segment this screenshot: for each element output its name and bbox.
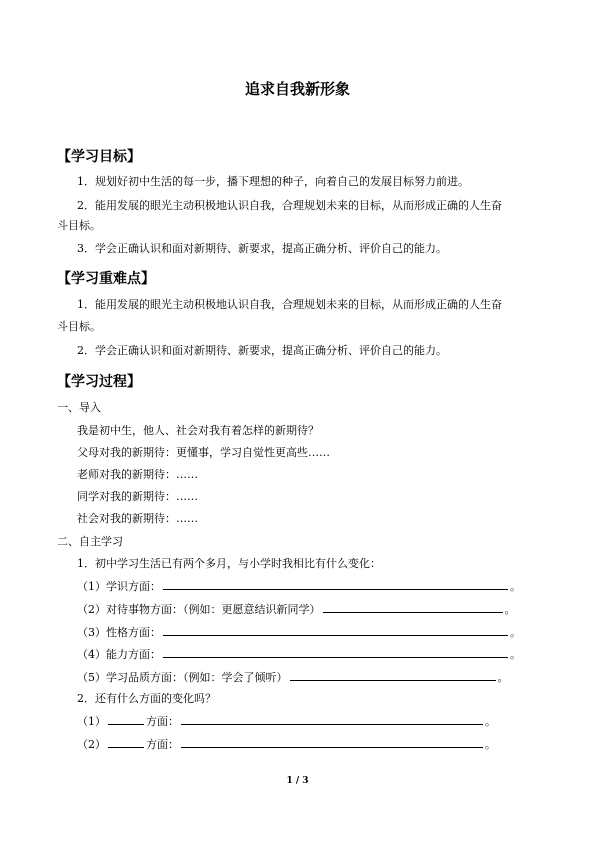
question-2: 2．还有什么方面的变化吗？ bbox=[77, 692, 216, 705]
part1-line-5: 社会对我的新期待：…… bbox=[77, 512, 198, 525]
process-heading: 【学习过程】 bbox=[57, 374, 141, 390]
answer-blank[interactable] bbox=[163, 647, 508, 658]
q2-item-1-prefix: （1） bbox=[77, 715, 106, 728]
period: 。 bbox=[485, 738, 496, 751]
answer-blank[interactable] bbox=[108, 714, 144, 725]
q2-item-2-prefix: （2） bbox=[77, 738, 106, 751]
goal-line-2-cont: 斗目标。 bbox=[57, 219, 101, 232]
q1-item-1-label: （1）学识方面： bbox=[77, 580, 161, 593]
q2-item-2 bbox=[77, 737, 496, 752]
q2-item-1-mid: 方面： bbox=[146, 715, 179, 728]
q1-item-2 bbox=[77, 602, 516, 617]
q1-item-5 bbox=[77, 670, 509, 685]
keypoint-line-1: 1．能用发展的眼光主动积极地认识自我，合理规划未来的目标，从而形成正确的人生奋 bbox=[77, 298, 502, 311]
answer-blank[interactable] bbox=[163, 579, 508, 590]
answer-blank[interactable] bbox=[163, 625, 508, 636]
goal-line-2: 2．能用发展的眼光主动积极地认识自我，合理规划未来的目标，从而形成正确的人生奋 bbox=[77, 199, 502, 212]
period: 。 bbox=[510, 648, 521, 661]
period: 。 bbox=[497, 671, 509, 684]
keypoint-line-2: 2．学会正确认识和面对新期待、新要求，提高正确分析、评价自己的能力。 bbox=[77, 344, 447, 357]
part1-line-2: 父母对我的新期待：更懂事，学习自觉性更高些…… bbox=[77, 446, 330, 459]
part1-line-3: 老师对我的新期待：…… bbox=[77, 468, 198, 481]
q1-item-3 bbox=[77, 625, 521, 640]
q1-item-1 bbox=[77, 579, 521, 594]
part1-title: 一、导入 bbox=[57, 401, 101, 414]
goal-line-1: 1．规划好初中生活的每一步，播下理想的种子，向着自己的发展目标努力前进。 bbox=[77, 175, 469, 188]
question-1: 1．初中学习生活已有两个多月，与小学时我相比有什么变化： bbox=[77, 557, 381, 570]
answer-blank[interactable] bbox=[108, 737, 144, 748]
page-number: 1 / 3 bbox=[286, 776, 309, 786]
period: 。 bbox=[504, 603, 516, 616]
q1-item-5-label: （5）学习品质方面：（例如：学会了倾听） bbox=[77, 671, 288, 684]
answer-blank[interactable] bbox=[323, 602, 503, 613]
goal-line-3: 3．学会正确认识和面对新期待、新要求，提高正确分析、评价自己的能力。 bbox=[77, 242, 447, 255]
q1-item-4 bbox=[77, 647, 521, 662]
keypoints-heading: 【学习重难点】 bbox=[57, 271, 155, 287]
answer-blank[interactable] bbox=[290, 670, 496, 681]
period: 。 bbox=[510, 626, 521, 639]
q1-item-4-label: （4）能力方面： bbox=[77, 648, 161, 661]
part1-line-4: 同学对我的新期待：…… bbox=[77, 490, 198, 503]
goals-heading: 【学习目标】 bbox=[57, 149, 141, 165]
period: 。 bbox=[485, 715, 496, 728]
period: 。 bbox=[510, 580, 521, 593]
q1-item-3-label: （3）性格方面： bbox=[77, 626, 161, 639]
q2-item-1 bbox=[77, 714, 496, 729]
part1-line-1: 我是初中生，他人、社会对我有着怎样的新期待？ bbox=[77, 424, 319, 437]
part2-title: 二、自主学习 bbox=[57, 535, 123, 548]
answer-blank[interactable] bbox=[181, 737, 483, 748]
answer-blank[interactable] bbox=[181, 714, 483, 725]
page-title: 追求自我新形象 bbox=[244, 80, 350, 98]
q2-item-2-mid: 方面： bbox=[146, 738, 179, 751]
q1-item-2-label: （2）对待事物方面：（例如：更愿意结识新同学） bbox=[77, 603, 321, 616]
keypoint-line-1-cont: 斗目标。 bbox=[57, 320, 101, 333]
